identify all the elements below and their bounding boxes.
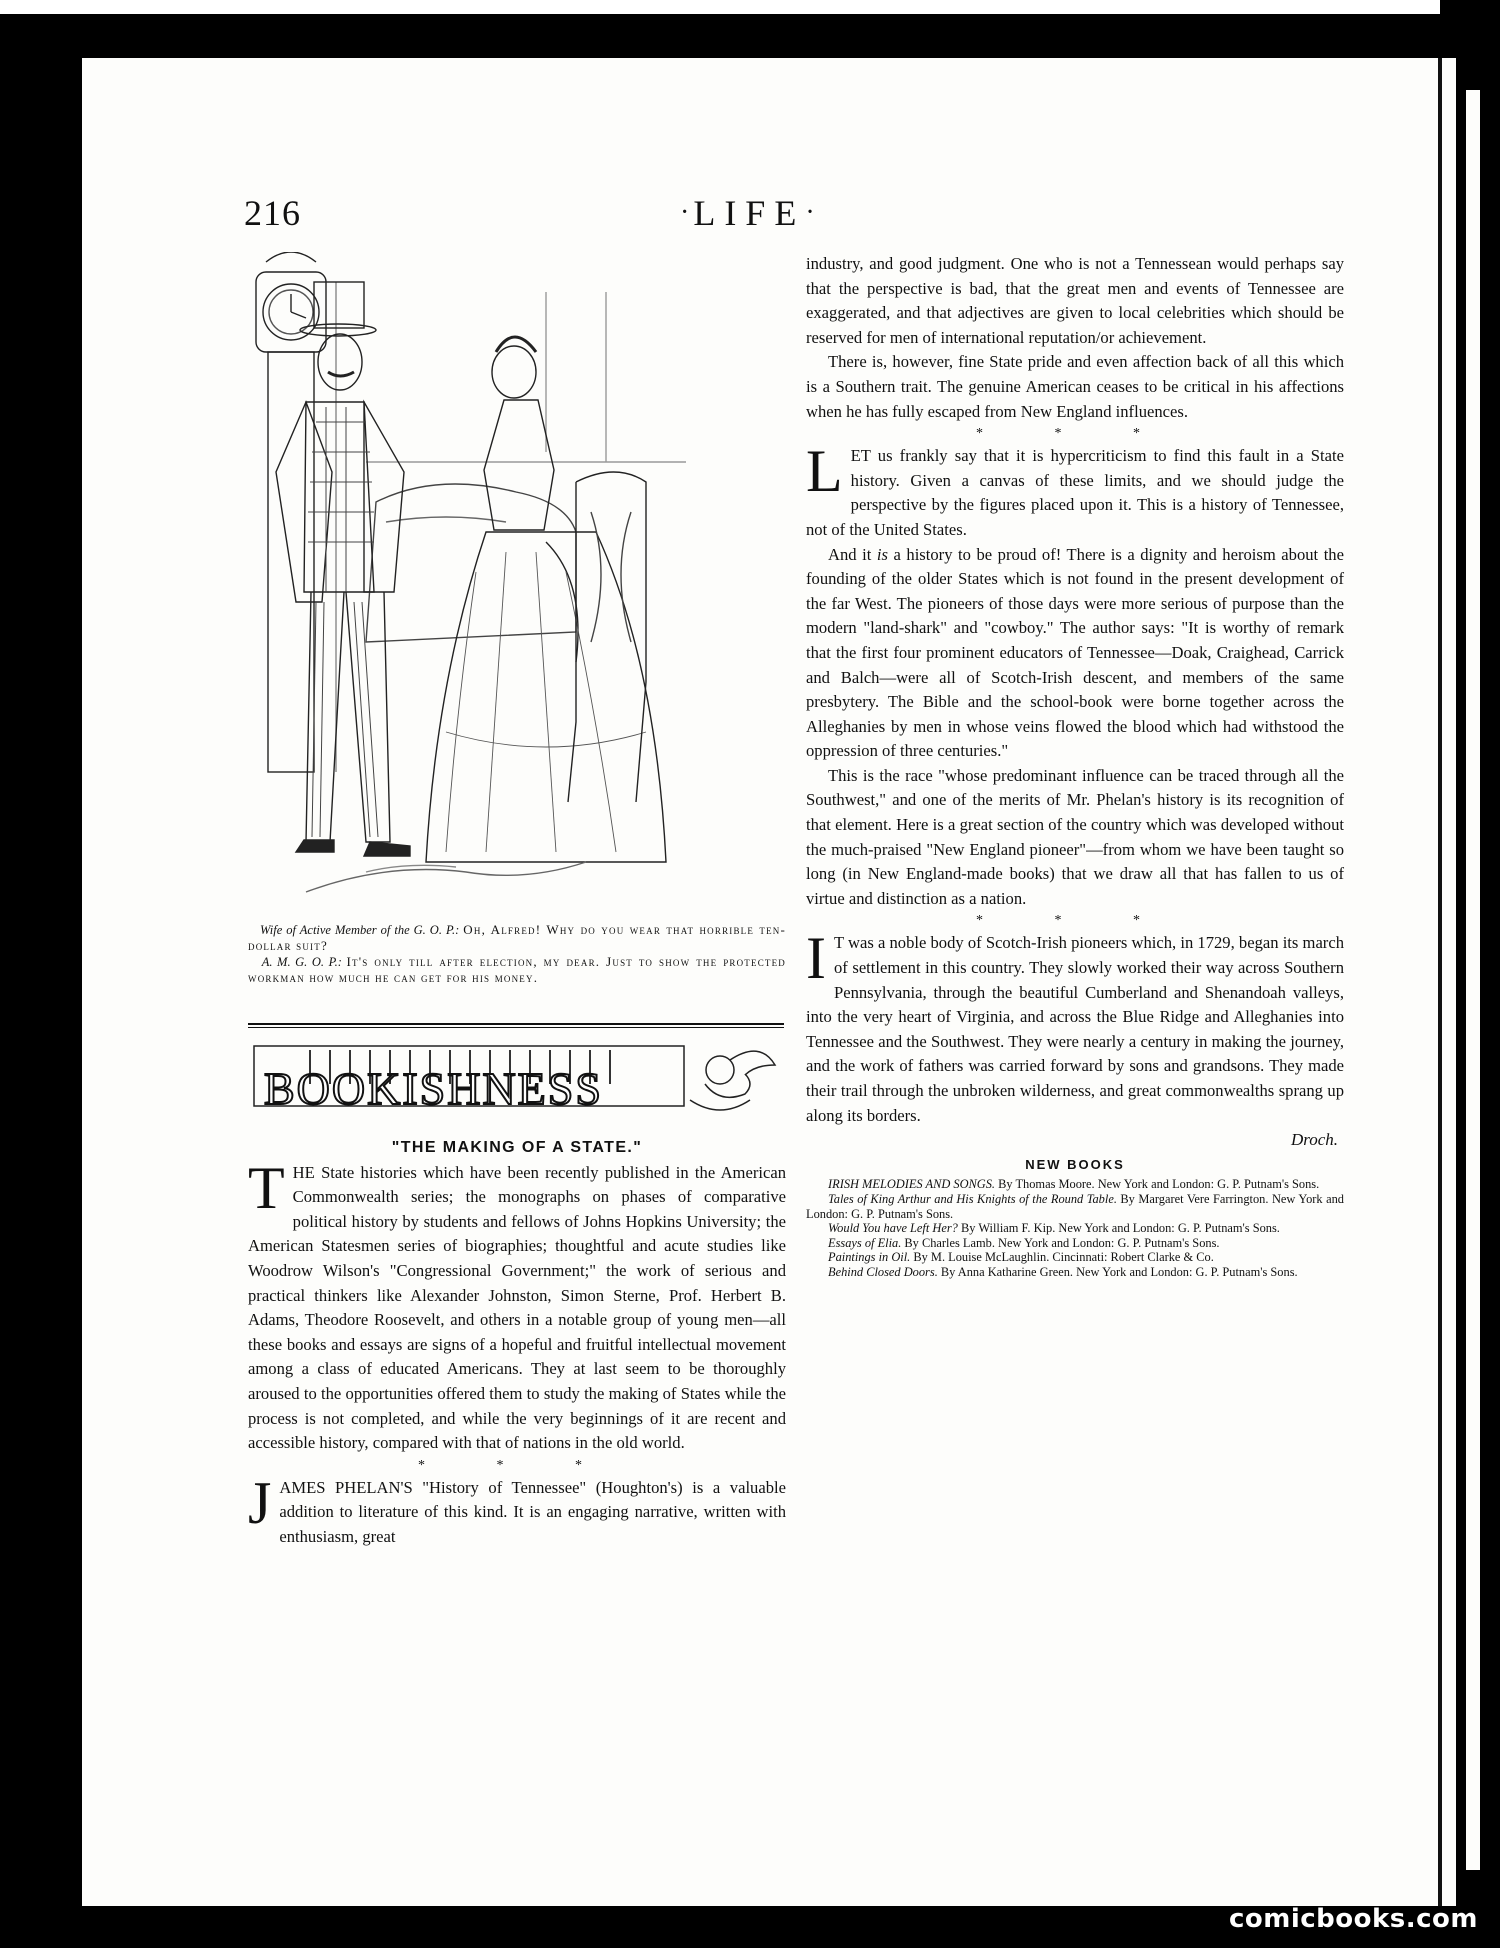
book-title: Tales of King Arthur and His Knights of the Round Table. [828,1191,1117,1206]
article-left-column [248,1136,786,1550]
author-signature: Droch. [1290,1130,1338,1150]
book-details: By Anna Katharine Green. New York and London: G. P. Putnam's Sons. [937,1264,1298,1279]
masthead: ·LIFE· [680,193,819,233]
paragraph-text: AMES PHELAN'S "History of Tennessee" (Houghton's) is a valuable addition to literature of this kind. It is an engaging narrative, written with enthusiasm, great [279,1477,786,1546]
article-paragraph [806,543,1344,764]
caption-speaker-1: Wife of Active Member of the G. O. P.: [260,923,460,937]
book-title: Essays of Elia. [828,1235,902,1250]
book-title: Paintings in Oil. [828,1250,911,1265]
book-details: By Margaret Vere Farrington. New York and London: G. P. Putnam's Sons. [806,1191,1344,1221]
book-title: IRISH MELODIES AND SONGS. [828,1177,996,1192]
paragraph-text: And it [828,544,877,564]
article-paragraph: industry, and good judgment. One who is not a Tennessean would perhaps say that the perspective is bad, that the great men and events of Tennessee are exaggerated, and that adjectives are given to local celebrities which should be reserved for men of international reputation/or achievement. [806,254,1344,347]
page-number: 216 [244,193,301,233]
book-details: By Thomas Moore. New York and London: G. P. Putnam's Sons. [995,1177,1320,1192]
drop-cap: L [806,438,843,505]
caption-speaker-2: A. M. G. O. P.: [261,955,342,969]
article-right-column [806,252,1344,1280]
drop-cap: J [248,1469,272,1536]
site-watermark: comicbooks.com [1228,1904,1478,1934]
article-heading: "THE MAKING OF A STATE." [391,1139,643,1156]
article-paragraph [248,1154,786,1456]
section-stars: * * * [976,913,1174,929]
drop-cap: T [248,1154,285,1221]
book-listing [806,1265,1344,1280]
article-paragraph [806,925,1344,1128]
book-title: Would You have Left Her? [828,1221,958,1236]
masthead-title: LIFE [693,193,806,233]
book-title: Behind Closed Doors. [828,1264,938,1279]
section-stars: * * * [418,1457,616,1473]
banner-title: BOOKISHNESS [264,1063,603,1114]
next-page-edge [1466,90,1480,1870]
emphasis-text: is [876,544,888,564]
book-listing [806,1192,1344,1221]
scan-edge-top [0,0,1440,14]
book-details: By M. Louise McLaughlin. Cincinnati: Robert Clarke & Co. [910,1250,1214,1265]
paragraph-text: HE State histories which have been recently published in the American Commonwealth series; the monographs on phases of comparative political history by students and fellows of Johns Hopkins University; the American Statesmen series of biographies; thoughtful and acute studies like Woodrow Wilson's "Congressional Government;" the work of serious and practical thinkers like Alexander Johnston, Simon Sterne, Prof. Herbert B. Adams, Theodore Roosevelt, and others in a notable group of young men—all these books and essays are signs of a hopeful and fruitful intellectual movement among a class of educated Americans. They at last seem to be thoroughly aroused to the opportunities offered them to study the making of States while the process is not completed, and while the very beginnings of it are recent and accessible history, compared with that of nations in the old world. [248,1162,786,1453]
book-details: By Charles Lamb. New York and London: G. P. Putnam's Sons. [901,1235,1220,1250]
article-paragraph [248,1469,786,1550]
cartoon-illustration [246,252,786,902]
caption-line-2: It's only till after election, my dear. Just to show the protected workman how much he can get for his money. [248,954,787,985]
paragraph-text: ET us frankly say that it is hypercriticism to find this fault in a State history. Given a canvas of these limits, and we should judge the perspective by the figures placed upon it. This is a history of Tennessee, not of the United States. [806,446,1344,539]
article-paragraph [806,438,1344,542]
article-paragraph: This is the race "whose predominant influence can be traced through all the Southwest," and one of the merits of Mr. Phelan's history is its recognition of that element. Here is a great section of the country which was developed without the much-praised "New England pioneer"—from whom we have been taught so long (in New England-made books) that we draw all that has fallen to us of virtue and distinction as a nation. [806,765,1344,908]
bookishness-banner [250,1040,782,1130]
book-details: By William F. Kip. New York and London: G. P. Putnam's Sons. [957,1221,1280,1236]
book-listing [806,1177,1344,1192]
illustration-caption [248,922,786,986]
new-books-heading: NEW BOOKS [1025,1156,1125,1172]
new-books-list [806,1177,1344,1279]
paragraph-text: a history to be proud of! There is a dignity and heroism about the founding of the older States which is not found in the present development of the far West. The pioneers of those days were more serious of purpose than the modern "land-shark" and "cowboy." The author says: "It is worthy of remark that the first four prominent educators of Tennessee—Doak, Craighead, Carrick and Balch—were all of Scotch-Irish descent, and members of the same presbytery. The Bible and the school-book were borne together across the Alleghanies by men in whose veins flowed the blood which had withstood the oppression of three centuries." [806,544,1344,761]
section-stars: * * * [976,426,1174,442]
book-listing [806,1236,1344,1251]
book-listing [806,1221,1344,1236]
book-listing [806,1250,1344,1265]
article-paragraph: There is, however, fine State pride and even affection back of all this which is a Southern trait. The genuine American ceases to be critical in his affections when he has fully escaped from New England influences. [806,352,1344,421]
paragraph-text: T was a noble body of Scotch-Irish pioneers which, in 1729, began its march of settlement in this country. They slowly worked their way across Southern Pennsylvania, through the beautiful Cumberland and Shenandoah valleys, into the very heart of Virginia, and across the Blue Ridge and Alleghanies into Tennessee and the Southwest. They were nearly a century in making the journey, and the work of fathers was carried forward by sons and grandsons. They made their trail through the unbroken wilderness, and great commonwealths sprang up along its borders. [806,933,1344,1125]
section-divider [248,1023,784,1028]
drop-cap: I [806,925,826,992]
caption-line-1: Oh, Alfred! Why do you wear that horrible ten-dollar suit? [248,922,787,953]
page-fold-line [1438,58,1442,1906]
